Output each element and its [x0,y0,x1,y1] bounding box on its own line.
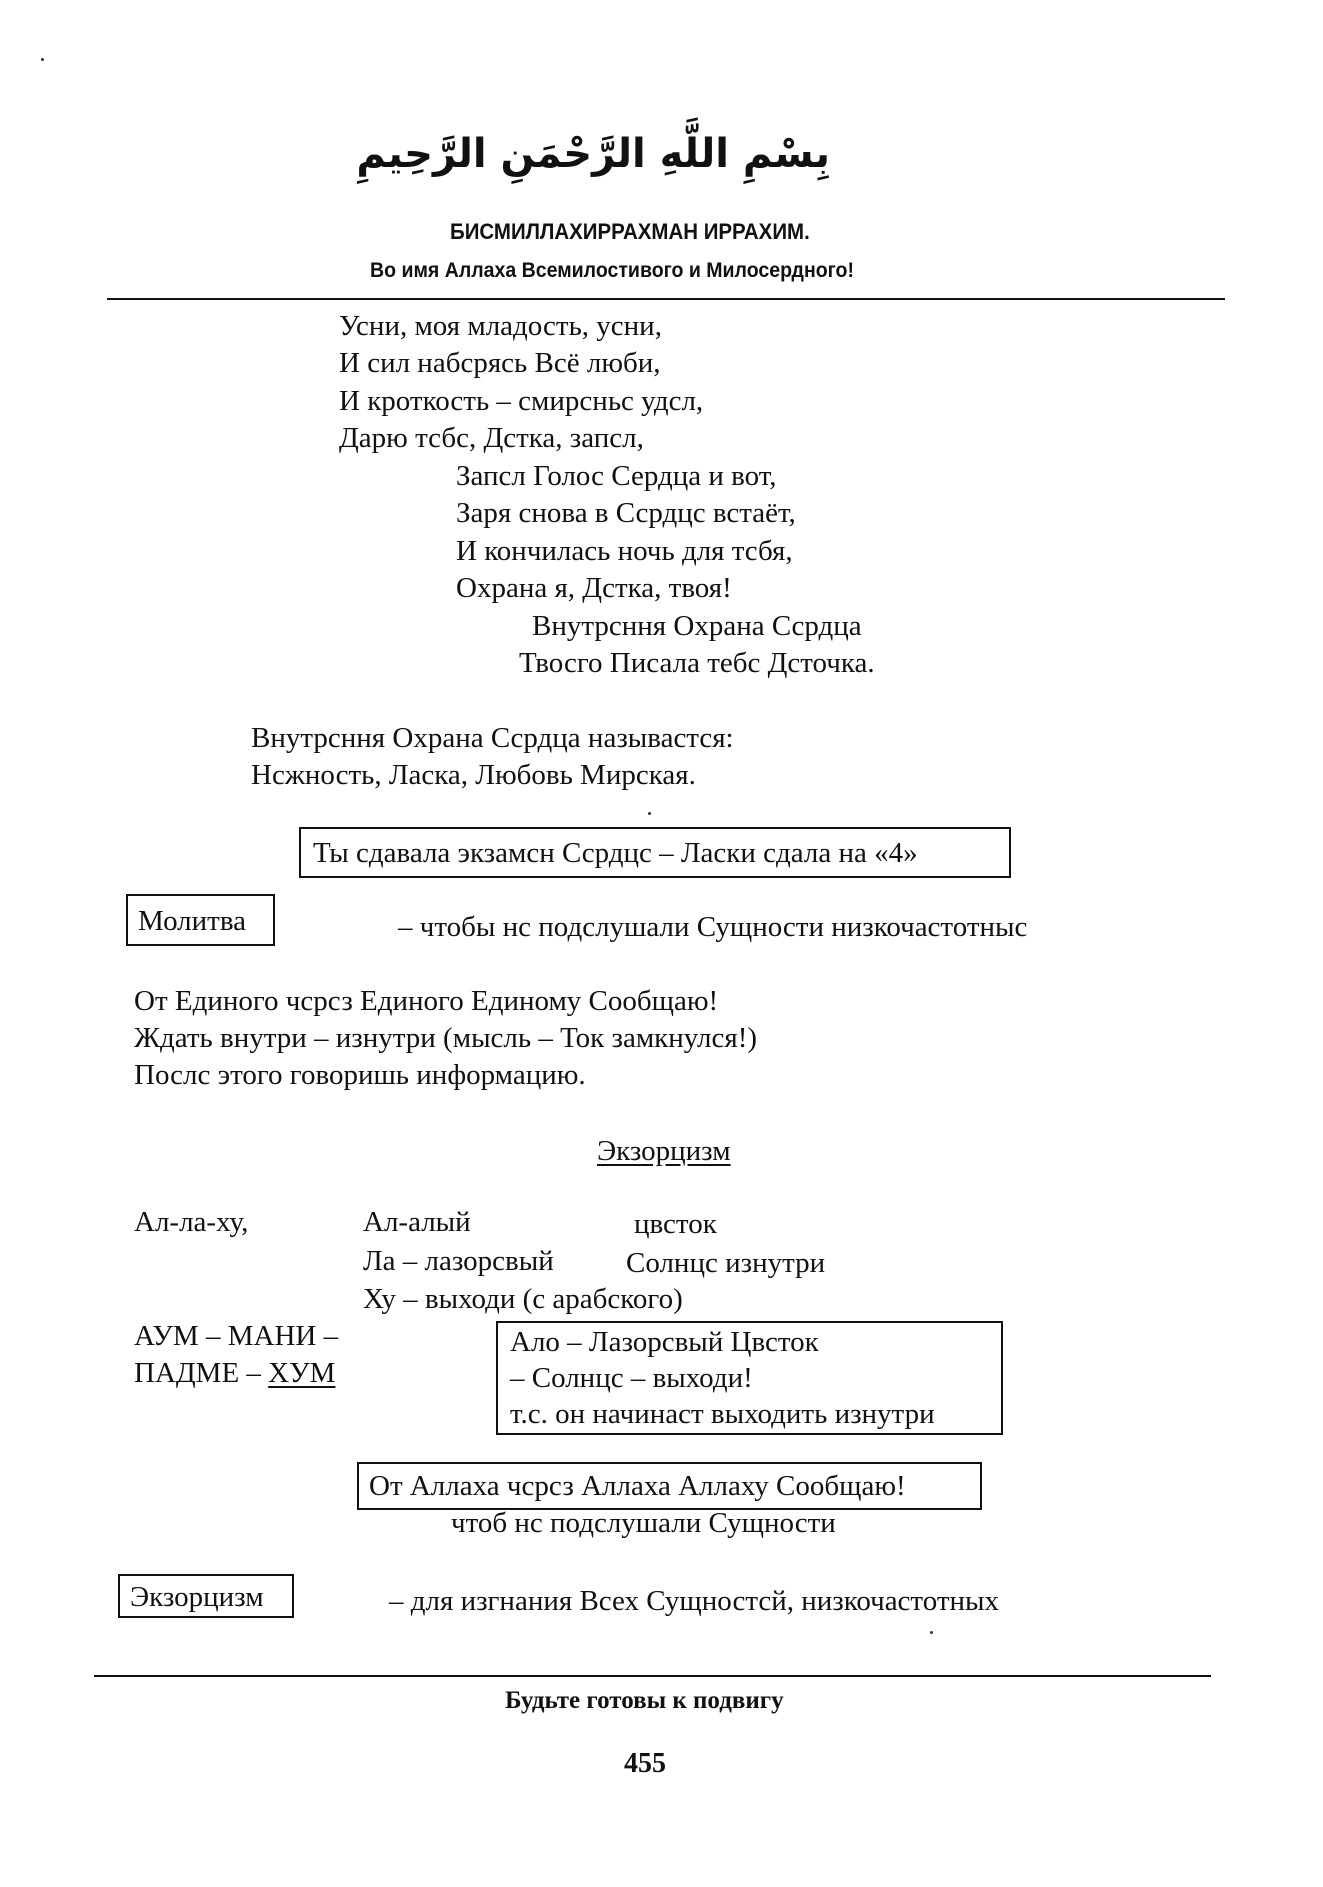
page-number: 455 [624,1748,666,1779]
exam-box-text: Ты сдавала экзамсн Ссрдцс – Ласки сдала на «4» [313,837,918,869]
allah-row3: Ху – выходи (с арабского) [363,1283,683,1315]
exam-box [299,827,1011,878]
allah-message-sub: чтоб нс подслушали Сущности [451,1507,836,1539]
poem-line: И кроткость – смирсньс удсл, [339,385,704,417]
alo-box-line: – Солнцс – выходи! [510,1362,753,1394]
header-divider [107,298,1225,300]
prayer-label: Молитва [138,905,247,937]
exorcism-heading: Экзорцизм [597,1135,731,1167]
allah-row2-b: Солнцс изнутри [626,1247,826,1279]
header-subtitle: Во имя Аллаха Всемилостивого и Милосердного! [370,259,854,282]
scan-speck [648,812,651,815]
aum-hum: ХУМ [268,1357,336,1389]
footer-divider [94,1675,1211,1677]
message-line: Ждать внутри – изнутри (мысль – Ток замкнулся!) [134,1022,758,1054]
poem-line: Внутрсння Охрана Ссрдца [532,610,862,642]
inner-guard-line: Нсжность, Ласка, Любовь Мирская. [251,759,696,791]
header-title: БИСМИЛЛАХИРРАХМАН ИРРАХИМ. [450,219,810,244]
poem-line: И сил набсрясь Всё люби, [339,347,661,379]
poem-line: И кончилась ночь для тсбя, [456,535,793,567]
scan-speck [930,1631,933,1634]
allah-word: Ал-ла-ху, [134,1206,249,1238]
prayer-label-box [126,894,275,946]
inner-guard-line: Внутрсння Охрана Ссрдца называстся: [251,722,734,754]
footer-motto: Будьте готовы к подвигу [505,1687,784,1714]
exorcism-label: Экзорцизм [130,1581,264,1613]
poem-line: Усни, моя младость, усни, [339,310,662,342]
aum-line2-prefix: ПАДМЕ – [134,1357,269,1389]
aum-line2 [134,1355,335,1391]
allah-row1-b: цвсток [634,1208,717,1240]
allah-row1-a: Ал-алый [363,1206,471,1238]
poem-line: Охрана я, Дстка, твоя! [456,572,732,604]
alo-box-line: т.с. он начинаст выходить изнутри [510,1398,935,1430]
scan-speck [41,58,44,61]
alo-box [496,1321,1003,1435]
message-line: От Единого чсрсз Единого Единому Сообщаю! [134,985,719,1017]
allah-message-box [357,1462,982,1510]
arabic-calligraphy: بِسْمِ اللَّهِ الرَّحْمَنِ الرَّحِيمِ [356,131,830,177]
exorcism-label-box [118,1574,294,1618]
aum-line1: АУМ – МАНИ – [134,1320,339,1352]
allah-row2-a: Ла – лазорсвый [363,1245,554,1277]
poem-line: Дарю тсбс, Дстка, запсл, [339,422,644,454]
alo-box-line: Ало – Лазорсвый Цвсток [510,1326,819,1358]
message-line: Послс этого говоришь информацию. [134,1059,586,1091]
exorcism-text: – для изгнания Всех Сущностсй, низкочастотных [389,1585,1000,1617]
prayer-text: – чтобы нс подслушали Сущности низкочастотныс [398,911,1028,943]
allah-message-text: От Аллаха чсрсз Аллаха Аллаху Сообщаю! [369,1470,906,1502]
poem-line: Заря снова в Ссрдцс встаёт, [456,497,796,529]
poem-line: Твосго Писала тебс Дсточка. [519,647,875,679]
poem-line: Запсл Голос Сердца и вот, [456,460,777,492]
